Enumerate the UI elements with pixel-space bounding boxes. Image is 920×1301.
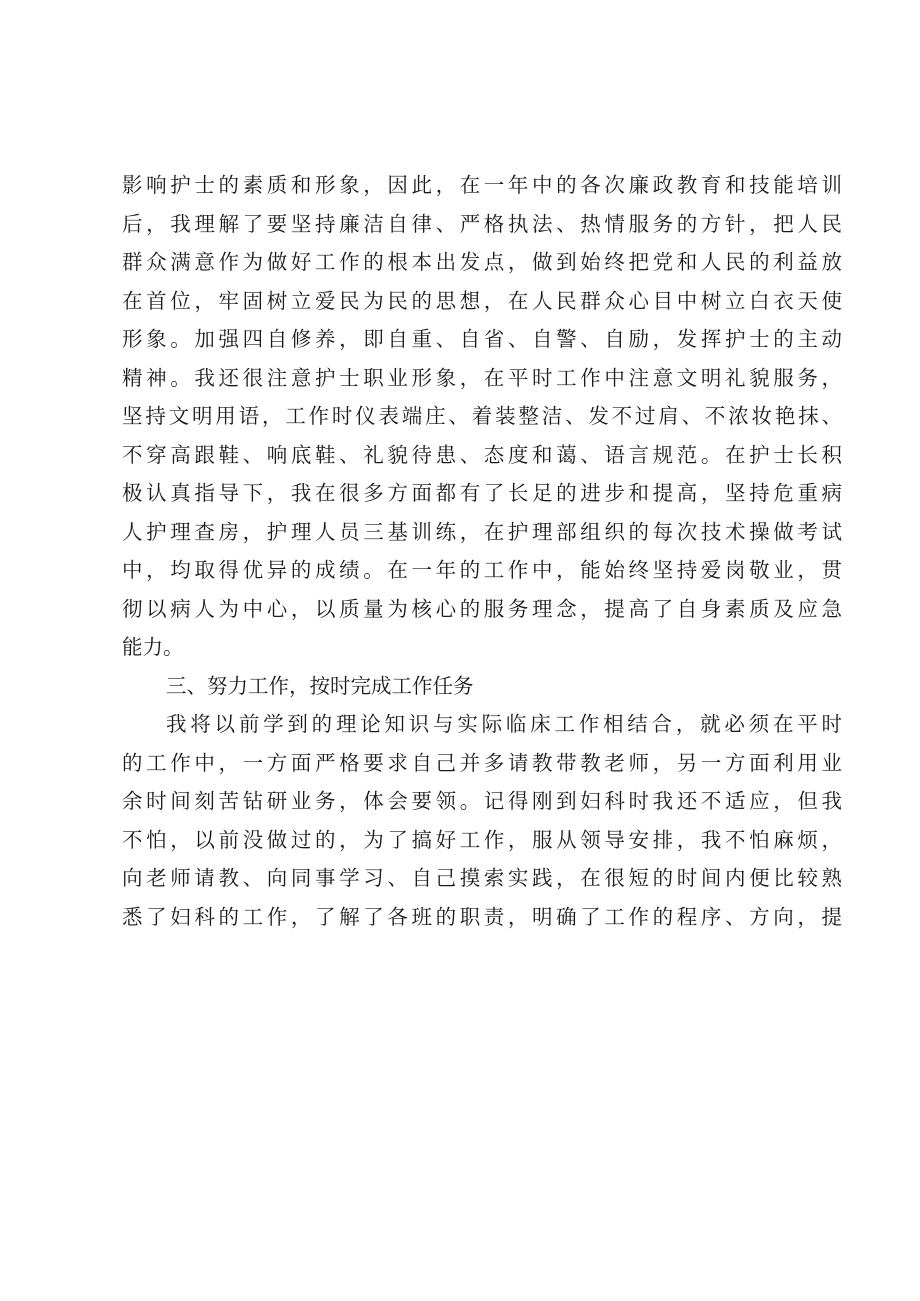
text-line-6: 精神。我还很注意护士职业形象，在平时工作中注意文明礼貌服务， (122, 365, 842, 390)
text-line-18: 不怕，以前没做过的，为了搞好工作，服从领导安排，我不怕麻烦， (122, 827, 842, 852)
text-line-10: 人护理查房，护理人员三基训练，在护理部组织的每次技术操做考试 (122, 519, 842, 544)
text-line-7: 坚持文明用语，工作时仪表端庄、着装整洁、发不过肩、不浓妆艳抹、 (122, 404, 842, 428)
text-line-17: 余时间刻苦钻研业务，体会要领。记得刚到妇科时我还不适应，但我 (122, 789, 842, 813)
text-line-13: 能力。 (122, 635, 184, 659)
text-line-9: 极认真指导下，我在很多方面都有了长足的进步和提高，坚持危重病 (122, 481, 842, 505)
text-line-11: 中，均取得优异的成绩。在一年的工作中，能始终坚持爱岗敬业，贯 (122, 558, 842, 582)
text-line-19: 向老师请教、向同事学习、自己摸索实践，在很短的时间内便比较熟 (122, 866, 842, 890)
text-line-16: 的工作中，一方面严格要求自己并多请教带教老师，另一方面利用业 (122, 750, 842, 775)
section-heading: 三、努力工作，按时完成工作任务 (166, 673, 474, 698)
text-line-4: 在首位，牢固树立爱民为民的思想，在人民群众心目中树立白衣天使 (122, 288, 842, 313)
text-line-5: 形象。加强四自修养，即自重、自省、自警、自励，发挥护士的主动 (122, 327, 842, 351)
text-line-1: 影响护士的素质和形象，因此，在一年中的各次廉政教育和技能培训 (122, 173, 842, 197)
text-line-2: 后，我理解了要坚持廉洁自律、严格执法、热情服务的方针，把人民 (122, 211, 842, 236)
text-line-12: 彻以病人为中心，以质量为核心的服务理念，提高了自身素质及应急 (122, 596, 842, 621)
text-line-15: 我将以前学到的理论知识与实际临床工作相结合，就必须在平时 (166, 712, 842, 736)
text-line-3: 群众满意作为做好工作的根本出发点，做到始终把党和人民的利益放 (122, 250, 842, 274)
body-text (122, 166, 842, 936)
text-line-20: 悉了妇科的工作，了解了各班的职责，明确了工作的程序、方向，提 (122, 904, 842, 929)
text-line-8: 不穿高跟鞋、响底鞋、礼貌待患、态度和蔼、语言规范。在护士长积 (122, 442, 842, 467)
